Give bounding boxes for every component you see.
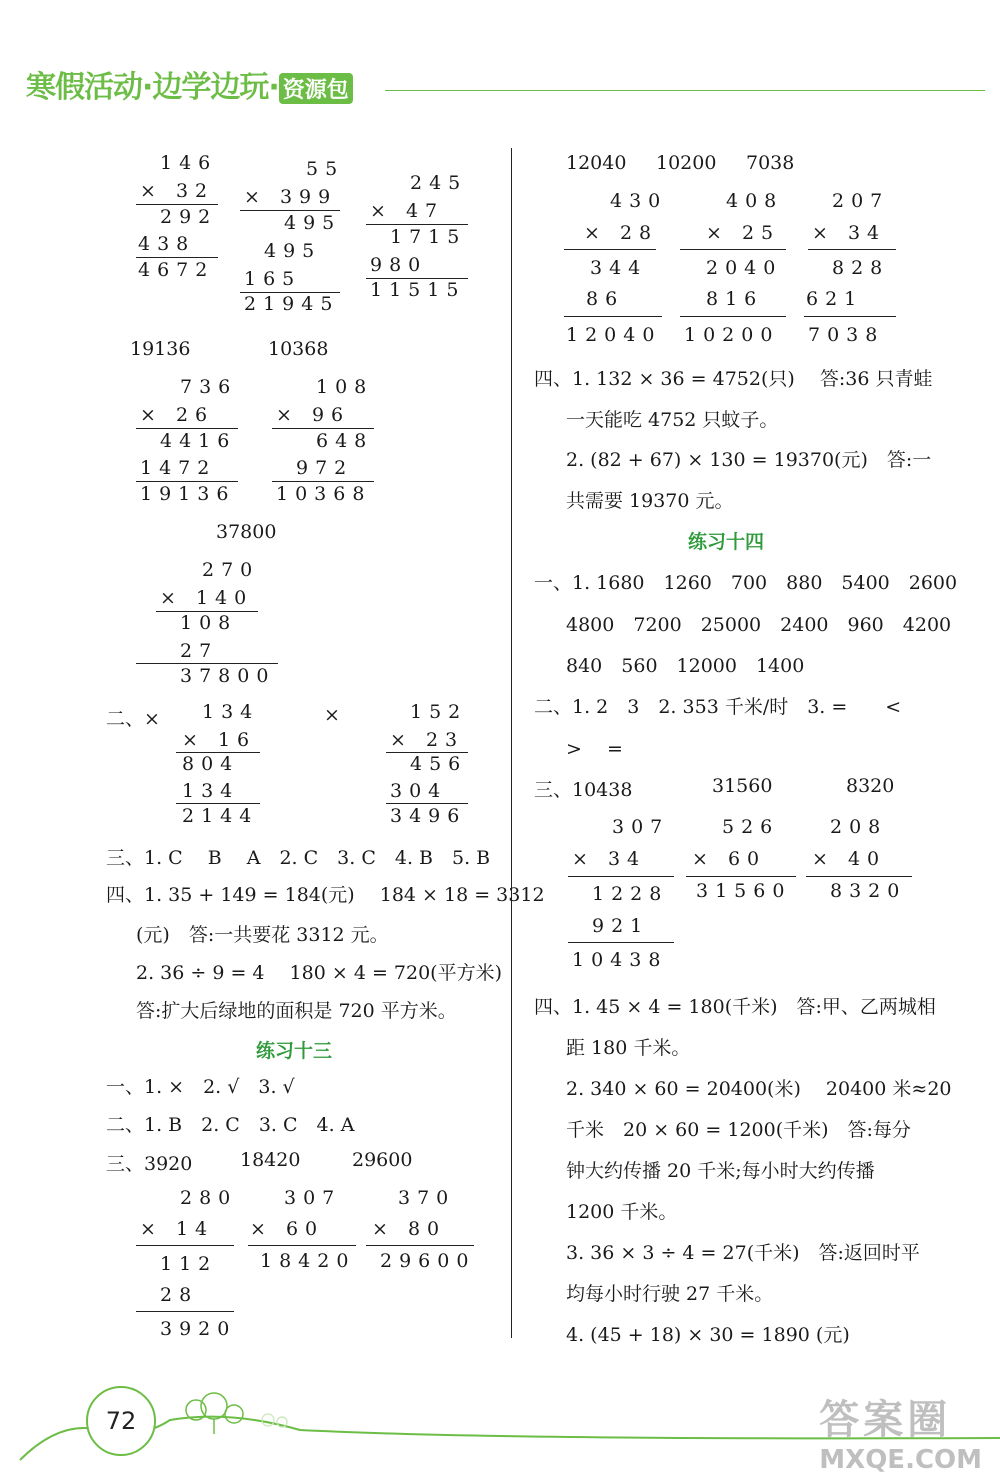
calc-line: 621 bbox=[806, 288, 864, 310]
answer-value: 37800 bbox=[216, 521, 277, 543]
calc-line: 29600 bbox=[380, 1250, 476, 1272]
calc-line: 11515 bbox=[370, 279, 466, 301]
answer-line: 3. 36 × 3 ÷ 4 = 27(千米) 答:返回时平 bbox=[566, 1242, 920, 1264]
answer-value: 31560 bbox=[712, 775, 773, 797]
book-series-title bbox=[26, 62, 353, 106]
calc-rule bbox=[686, 876, 796, 877]
calc-rule bbox=[564, 249, 656, 250]
answer-value: 29600 bbox=[352, 1149, 413, 1171]
calc-line: × 34 bbox=[812, 222, 887, 244]
calc-rule bbox=[680, 249, 786, 250]
calc-line: 146 bbox=[160, 152, 218, 174]
calc-line: × 25 bbox=[706, 222, 781, 244]
calc-line: 37800 bbox=[180, 665, 276, 687]
answer-value: 12040 bbox=[566, 152, 627, 174]
calc-line: 21945 bbox=[244, 293, 340, 315]
answer-value: 19136 bbox=[130, 338, 191, 360]
calc-line: 1472 bbox=[140, 457, 217, 479]
calc-line: 112 bbox=[160, 1253, 218, 1275]
calc-line: 86 bbox=[586, 288, 625, 310]
calc-rule bbox=[136, 1245, 234, 1246]
calc-rule bbox=[806, 876, 912, 877]
calc-line: × 399 bbox=[244, 186, 338, 208]
calc-rule bbox=[240, 210, 340, 211]
calc-line: 648 bbox=[316, 430, 374, 452]
calc-line: 3920 bbox=[160, 1318, 237, 1340]
calc-rule bbox=[366, 224, 468, 225]
watermark-logo-text: 答案圈 bbox=[819, 1397, 952, 1443]
site-watermark bbox=[819, 1388, 982, 1475]
calc-rule bbox=[366, 1245, 474, 1246]
watermark-url: MXQE.COM bbox=[819, 1445, 982, 1475]
calc-line: 495 bbox=[284, 212, 342, 234]
calc-line: 526 bbox=[722, 816, 780, 838]
answer-line: 4800 7200 25000 2400 960 4200 bbox=[566, 614, 952, 636]
calc-rule bbox=[564, 316, 662, 317]
calc-rule bbox=[136, 428, 238, 429]
answer-line: 二、1. 2 3 2. 353 千米/时 3. = < bbox=[534, 696, 902, 718]
answer-line: 均每小时行驶 27 千米。 bbox=[566, 1283, 774, 1305]
answer-line: 三、3920 bbox=[106, 1153, 193, 1175]
calc-line: 31560 bbox=[696, 880, 792, 902]
calc-line: 408 bbox=[726, 190, 784, 212]
column-divider bbox=[511, 148, 512, 1338]
calc-line: 307 bbox=[612, 816, 670, 838]
header-rule bbox=[385, 90, 985, 91]
answer-line: 2. (82 + 67) × 130 = 19370(元) 答:一 bbox=[566, 449, 932, 471]
calc-line: 4672 bbox=[138, 259, 215, 281]
calc-rule bbox=[176, 803, 260, 804]
calc-line: × 34 bbox=[572, 848, 647, 870]
calc-rule bbox=[568, 942, 674, 943]
calc-line: × 80 bbox=[372, 1218, 447, 1240]
answer-line: 四、1. 132 × 36 = 4752(只) 答:36 只青蛙 bbox=[534, 368, 933, 390]
answer-line: 千米 20 × 60 = 1200(千米) 答:每分 bbox=[566, 1119, 911, 1141]
answer-line: 一天能吃 4752 只蚊子。 bbox=[566, 409, 779, 431]
calc-rule bbox=[272, 481, 374, 482]
calc-line: × 32 bbox=[140, 180, 215, 202]
cross-mark: × bbox=[324, 704, 340, 726]
exercise-14-title: 练习十四 bbox=[688, 531, 765, 553]
calc-rule bbox=[136, 204, 218, 205]
answer-line: 四、1. 45 × 4 = 180(千米) 答:甲、乙两城相 bbox=[534, 996, 936, 1018]
calc-line: 280 bbox=[180, 1187, 238, 1209]
calc-line: × 28 bbox=[584, 222, 659, 244]
answer-line: 1200 千米。 bbox=[566, 1201, 678, 1223]
answer-line: 840 560 12000 1400 bbox=[566, 655, 805, 677]
calc-rule bbox=[136, 663, 278, 664]
calc-rule bbox=[248, 1245, 356, 1246]
calc-line: 2040 bbox=[706, 257, 783, 279]
answer-line: 一、1. 1680 1260 700 880 5400 2600 bbox=[534, 572, 958, 594]
calc-line: 28 bbox=[160, 1284, 199, 1306]
calc-line: 344 bbox=[590, 257, 648, 279]
calc-line: 972 bbox=[296, 457, 354, 479]
calc-line: 8320 bbox=[830, 880, 907, 902]
calc-line: 10438 bbox=[572, 949, 668, 971]
calc-line: 307 bbox=[284, 1187, 342, 1209]
answer-line: 距 180 千米。 bbox=[566, 1037, 691, 1059]
calc-line: × 60 bbox=[250, 1218, 325, 1240]
calc-line: × 23 bbox=[390, 729, 465, 751]
calc-line: 134 bbox=[182, 780, 240, 802]
calc-line: 165 bbox=[244, 268, 302, 290]
calc-line: 108 bbox=[316, 376, 374, 398]
calc-line: 921 bbox=[592, 915, 650, 937]
calc-line: × 60 bbox=[692, 848, 767, 870]
calc-line: 456 bbox=[410, 753, 468, 775]
calc-rule bbox=[136, 481, 238, 482]
calc-line: × 140 bbox=[160, 587, 254, 609]
answer-line: 钟大约传播 20 千米;每小时大约传播 bbox=[566, 1160, 875, 1182]
calc-line: 208 bbox=[830, 816, 888, 838]
calc-line: 19136 bbox=[140, 483, 236, 505]
calc-line: 804 bbox=[182, 753, 240, 775]
calc-line: 134 bbox=[202, 701, 260, 723]
answer-line: 4. (45 + 18) × 30 = 1890 (元) bbox=[566, 1324, 850, 1346]
answer-line: 三、10438 bbox=[534, 779, 633, 801]
calc-line: 270 bbox=[202, 559, 260, 581]
calc-line: × 14 bbox=[140, 1218, 215, 1240]
calc-line: × 16 bbox=[182, 729, 257, 751]
calc-line: 12040 bbox=[566, 324, 662, 346]
calc-rule bbox=[808, 249, 896, 250]
tree-icon bbox=[186, 1393, 243, 1434]
calc-line: 152 bbox=[410, 701, 468, 723]
answer-value: 7038 bbox=[746, 152, 795, 174]
calc-line: × 96 bbox=[276, 404, 351, 426]
calc-rule bbox=[568, 876, 674, 877]
answer-value: 8320 bbox=[846, 775, 895, 797]
calc-line: 7038 bbox=[808, 324, 885, 346]
calc-line: 980 bbox=[370, 254, 428, 276]
calc-line: 3496 bbox=[390, 805, 467, 827]
calc-line: 2144 bbox=[182, 805, 259, 827]
answer-line: (元) 答:一共要花 3312 元。 bbox=[136, 924, 389, 946]
answer-line: 一、1. × 2. √ 3. √ bbox=[106, 1076, 295, 1098]
calc-rule bbox=[272, 428, 374, 429]
calc-line: 10200 bbox=[684, 324, 780, 346]
answer-line: > = bbox=[566, 738, 623, 760]
exercise-13-title: 练习十三 bbox=[256, 1040, 333, 1062]
answer-value: 10200 bbox=[656, 152, 717, 174]
calc-line: 10368 bbox=[276, 483, 372, 505]
answer-line: 答:扩大后绿地的面积是 720 平方米。 bbox=[136, 1000, 457, 1022]
answer-value: 18420 bbox=[240, 1149, 301, 1171]
calc-line: 4416 bbox=[160, 430, 237, 452]
calc-line: 1715 bbox=[390, 226, 467, 248]
calc-rule bbox=[804, 316, 896, 317]
answer-line: 2. 36 ÷ 9 = 4 180 × 4 = 720(平方米) bbox=[136, 962, 503, 984]
calc-line: × 47 bbox=[370, 200, 445, 222]
section-label: 二、× bbox=[106, 708, 160, 730]
calc-line: 736 bbox=[180, 376, 238, 398]
calc-rule bbox=[680, 316, 786, 317]
calc-line: × 26 bbox=[140, 404, 215, 426]
calc-line: 495 bbox=[264, 240, 322, 262]
calc-line: 292 bbox=[160, 206, 218, 228]
resource-pack-tag: 资源包 bbox=[279, 73, 353, 104]
answer-line: 2. 340 × 60 = 20400(米) 20400 米≈20 bbox=[566, 1078, 952, 1100]
calc-line: 816 bbox=[706, 288, 764, 310]
calc-line: 1228 bbox=[592, 883, 669, 905]
page-number: 72 bbox=[86, 1386, 156, 1456]
calc-line: 245 bbox=[410, 172, 468, 194]
calc-rule bbox=[136, 257, 218, 258]
calc-line: 828 bbox=[832, 257, 890, 279]
calc-line: 18420 bbox=[260, 1250, 356, 1272]
answer-line: 四、1. 35 + 149 = 184(元) 184 × 18 = 3312 bbox=[106, 884, 545, 906]
calc-line: 438 bbox=[138, 233, 196, 255]
answer-line: 三、1. C B A 2. C 3. C 4. B 5. B bbox=[106, 847, 491, 869]
calc-line: × 40 bbox=[812, 848, 887, 870]
calc-line: 430 bbox=[610, 190, 668, 212]
calc-line: 55 bbox=[306, 158, 345, 180]
answer-line: 共需要 19370 元。 bbox=[566, 490, 734, 512]
calc-rule bbox=[136, 1311, 234, 1312]
calc-rule bbox=[386, 803, 468, 804]
calc-line: 108 bbox=[180, 612, 238, 634]
calc-line: 370 bbox=[398, 1187, 456, 1209]
answer-line: 二、1. B 2. C 3. C 4. A bbox=[106, 1114, 355, 1136]
calc-line: 27 bbox=[180, 640, 219, 662]
answer-value: 10368 bbox=[268, 338, 329, 360]
calc-line: 207 bbox=[832, 190, 890, 212]
series-title-text: 寒假活动·边学边玩· bbox=[26, 70, 279, 105]
calc-line: 304 bbox=[390, 780, 448, 802]
